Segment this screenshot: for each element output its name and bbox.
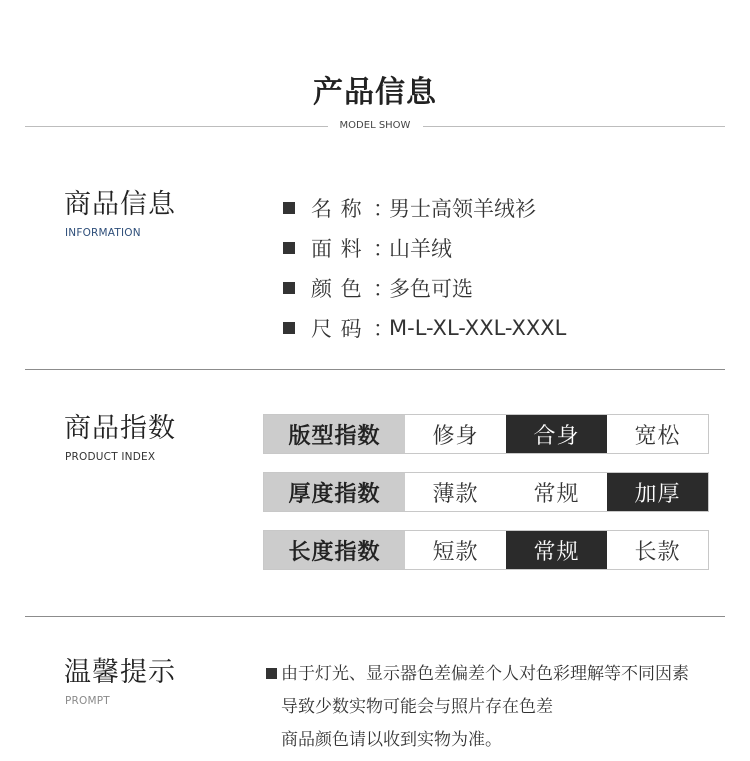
index-option-selected: 合身	[506, 415, 607, 453]
info-list	[283, 188, 566, 348]
index-option: 修身	[405, 415, 506, 453]
info-key: 名 称	[311, 197, 363, 221]
page-title: 产品信息	[313, 75, 437, 110]
square-bullet-icon	[283, 242, 295, 254]
title-rule-right	[423, 126, 725, 127]
info-colon: ：	[373, 277, 394, 301]
square-bullet-icon	[283, 322, 295, 334]
page-subtitle: MODEL SHOW	[339, 120, 411, 131]
info-row-fabric	[283, 228, 566, 268]
index-option-selected: 常规	[506, 531, 607, 569]
index-row-fit	[263, 414, 709, 454]
prompt-line-text: 由于灯光、显示器色差偏差个人对色彩理解等不同因素	[281, 664, 689, 684]
index-label: 版型指数	[264, 415, 405, 453]
info-value: M-L-XL-XXL-XXXL	[389, 316, 567, 340]
info-value: 山羊绒	[389, 237, 452, 261]
index-row-length	[263, 530, 709, 570]
section-divider	[25, 616, 725, 617]
info-colon: ：	[373, 197, 394, 221]
info-section-subheading: INFORMATION	[65, 227, 141, 239]
info-key: 颜 色	[311, 277, 363, 301]
index-option: 长款	[607, 531, 708, 569]
index-section-heading: 商品指数	[64, 413, 176, 444]
prompt-line-text: 商品颜色请以收到实物为准。	[281, 730, 502, 750]
prompt-line	[266, 691, 689, 724]
section-divider	[25, 369, 725, 370]
info-key: 尺 码	[311, 317, 363, 341]
info-row-name	[283, 188, 566, 228]
index-option: 短款	[405, 531, 506, 569]
square-bullet-icon	[283, 202, 295, 214]
prompt-section-heading: 温馨提示	[64, 657, 176, 688]
prompt-line	[266, 658, 689, 691]
info-key: 面 料	[311, 237, 363, 261]
index-option-selected: 加厚	[607, 473, 708, 511]
index-label: 厚度指数	[264, 473, 405, 511]
index-option: 薄款	[405, 473, 506, 511]
index-section-subheading: PRODUCT INDEX	[65, 451, 156, 463]
index-option: 常规	[506, 473, 607, 511]
square-bullet-icon	[283, 282, 295, 294]
info-colon: ：	[373, 237, 394, 261]
prompt-line-text: 导致少数实物可能会与照片存在色差	[281, 697, 553, 717]
index-option: 宽松	[607, 415, 708, 453]
square-bullet-icon	[266, 668, 277, 679]
info-row-color	[283, 268, 566, 308]
prompt-line	[266, 724, 689, 757]
prompt-list	[266, 658, 689, 757]
index-row-thickness	[263, 472, 709, 512]
info-value: 多色可选	[389, 277, 473, 301]
info-section-heading: 商品信息	[64, 189, 176, 220]
info-value: 男士高领羊绒衫	[389, 197, 536, 221]
info-row-size	[283, 308, 566, 348]
index-label: 长度指数	[264, 531, 405, 569]
info-colon: ：	[373, 317, 394, 341]
prompt-section-subheading: PROMPT	[65, 695, 110, 707]
